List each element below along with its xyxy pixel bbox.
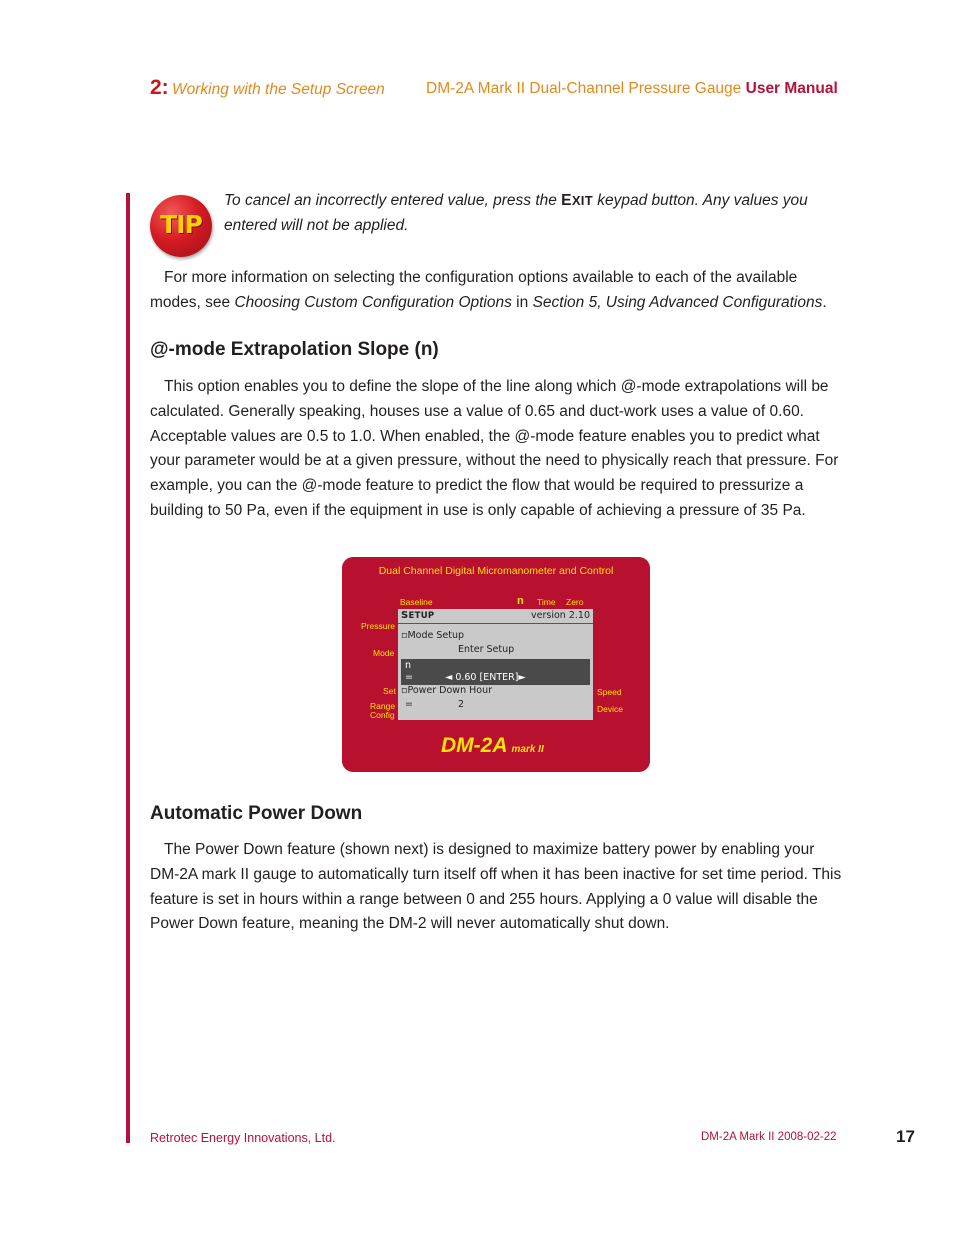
doc-title-text: DM-2A Mark II Dual-Channel Pressure Gauge <box>426 80 742 97</box>
mode-key-label: Mode <box>373 648 395 658</box>
lcd-screen <box>398 609 593 720</box>
device-title: Dual Channel Digital Micromanometer and Control <box>378 565 614 577</box>
device-logo <box>441 734 544 758</box>
tip-text <box>224 188 824 238</box>
exit-key-rest: XIT <box>571 193 593 208</box>
lcd-enter-setup: Enter Setup <box>458 644 515 655</box>
intro-text-2: in <box>511 293 533 311</box>
intro-text-1: For more information on selecting the configuration options available to each of the available modes, see <box>150 269 798 311</box>
speed-key-label: Speed <box>597 687 622 697</box>
lcd-n-equals: = <box>405 672 413 683</box>
tip-badge-label: TIP <box>160 210 202 239</box>
lcd-n-value: ◄ 0.60 [ENTER]► <box>445 672 526 683</box>
time-key-label: Time <box>537 597 556 607</box>
lcd-power-value: 2 <box>458 699 465 710</box>
n-key-label: n <box>517 595 524 607</box>
device-illustration <box>342 557 650 772</box>
lcd-header <box>398 609 593 624</box>
lcd-setup-first: S <box>401 610 409 621</box>
footer-doc-ref: DM-2A Mark II 2008-02-22 <box>701 1131 837 1143</box>
lcd-mode-setup: ▫Mode Setup <box>401 630 464 641</box>
lcd-n-label: n <box>405 660 412 671</box>
lcd-power-down-hour: ▫Power Down Hour <box>401 685 493 696</box>
section-heading-slope: @-mode Extrapolation Slope (n) <box>150 339 439 360</box>
config-key-label: Config <box>370 710 395 720</box>
section-heading-power-down: Automatic Power Down <box>150 803 363 824</box>
set-key-label: Set <box>383 686 396 696</box>
page-number: 17 <box>896 1127 915 1146</box>
lcd-power-equals: = <box>405 699 413 710</box>
tip-icon <box>150 195 212 257</box>
device-brand: DM-2A <box>441 734 508 757</box>
intro-paragraph <box>150 266 844 316</box>
slope-paragraph: This option enables you to define the slope of the line along which @-mode extrapolations will be calculated. Generally speaking, houses use a value of 0.65 and duct-work uses a value of 0.60. Acceptable values are 0.5 to 1.0. When enabled, the @-mode feature enables you to predict what your parameter would be at a given pressure, without the need to physically reach that pressure. For example, you can the @-mode feature to predict the flow that would be required to pressurize a building to 50 Pa, even if the equipment in use is only capable of achieving a pressure of 35 Pa. <box>150 378 839 519</box>
lcd-selected-row <box>401 659 590 685</box>
tip-text-after: keypad button. Any values you entered will not be applied. <box>224 192 808 234</box>
power-down-paragraph: The Power Down feature (shown next) is designed to maximize battery power by enabling your DM-2A mark II gauge to automatically turn itself off when it has been inactive for set time period. This feature is set in hours within a range between 0 and 255 hours. Applying a 0 value will disable the Power Down feature, meaning the DM-2 will never automatically shut down. <box>150 841 842 933</box>
chapter-number: 2: <box>150 76 169 99</box>
range-key-label: Range <box>370 701 396 711</box>
pressure-key-label: Pressure <box>361 621 396 631</box>
doc-title-suffix: User Manual <box>745 80 838 97</box>
device-key-label: Device <box>597 704 623 714</box>
lcd-version: version 2.10 <box>531 610 590 621</box>
intro-ref-2: Section 5, Using Advanced Configurations <box>532 293 823 311</box>
device-brand-suffix: mark II <box>511 744 544 755</box>
document-title <box>426 80 838 98</box>
page-header <box>150 76 850 104</box>
baseline-key-label: Baseline <box>400 597 433 607</box>
intro-ref-1: Choosing Custom Configuration Options <box>234 293 512 311</box>
lcd-setup-title <box>401 610 434 621</box>
lcd-setup-rest: ETUP <box>408 611 435 621</box>
zero-key-label: Zero <box>566 597 584 607</box>
intro-text-3: . <box>822 293 827 311</box>
left-margin-rule <box>126 193 130 1143</box>
exit-key-first: E <box>561 192 572 209</box>
section-title: Working with the Setup Screen <box>172 81 385 98</box>
tip-text-before: To cancel an incorrectly entered value, press the <box>224 192 562 209</box>
footer-company: Retrotec Energy Innovations, Ltd. <box>150 1131 336 1145</box>
